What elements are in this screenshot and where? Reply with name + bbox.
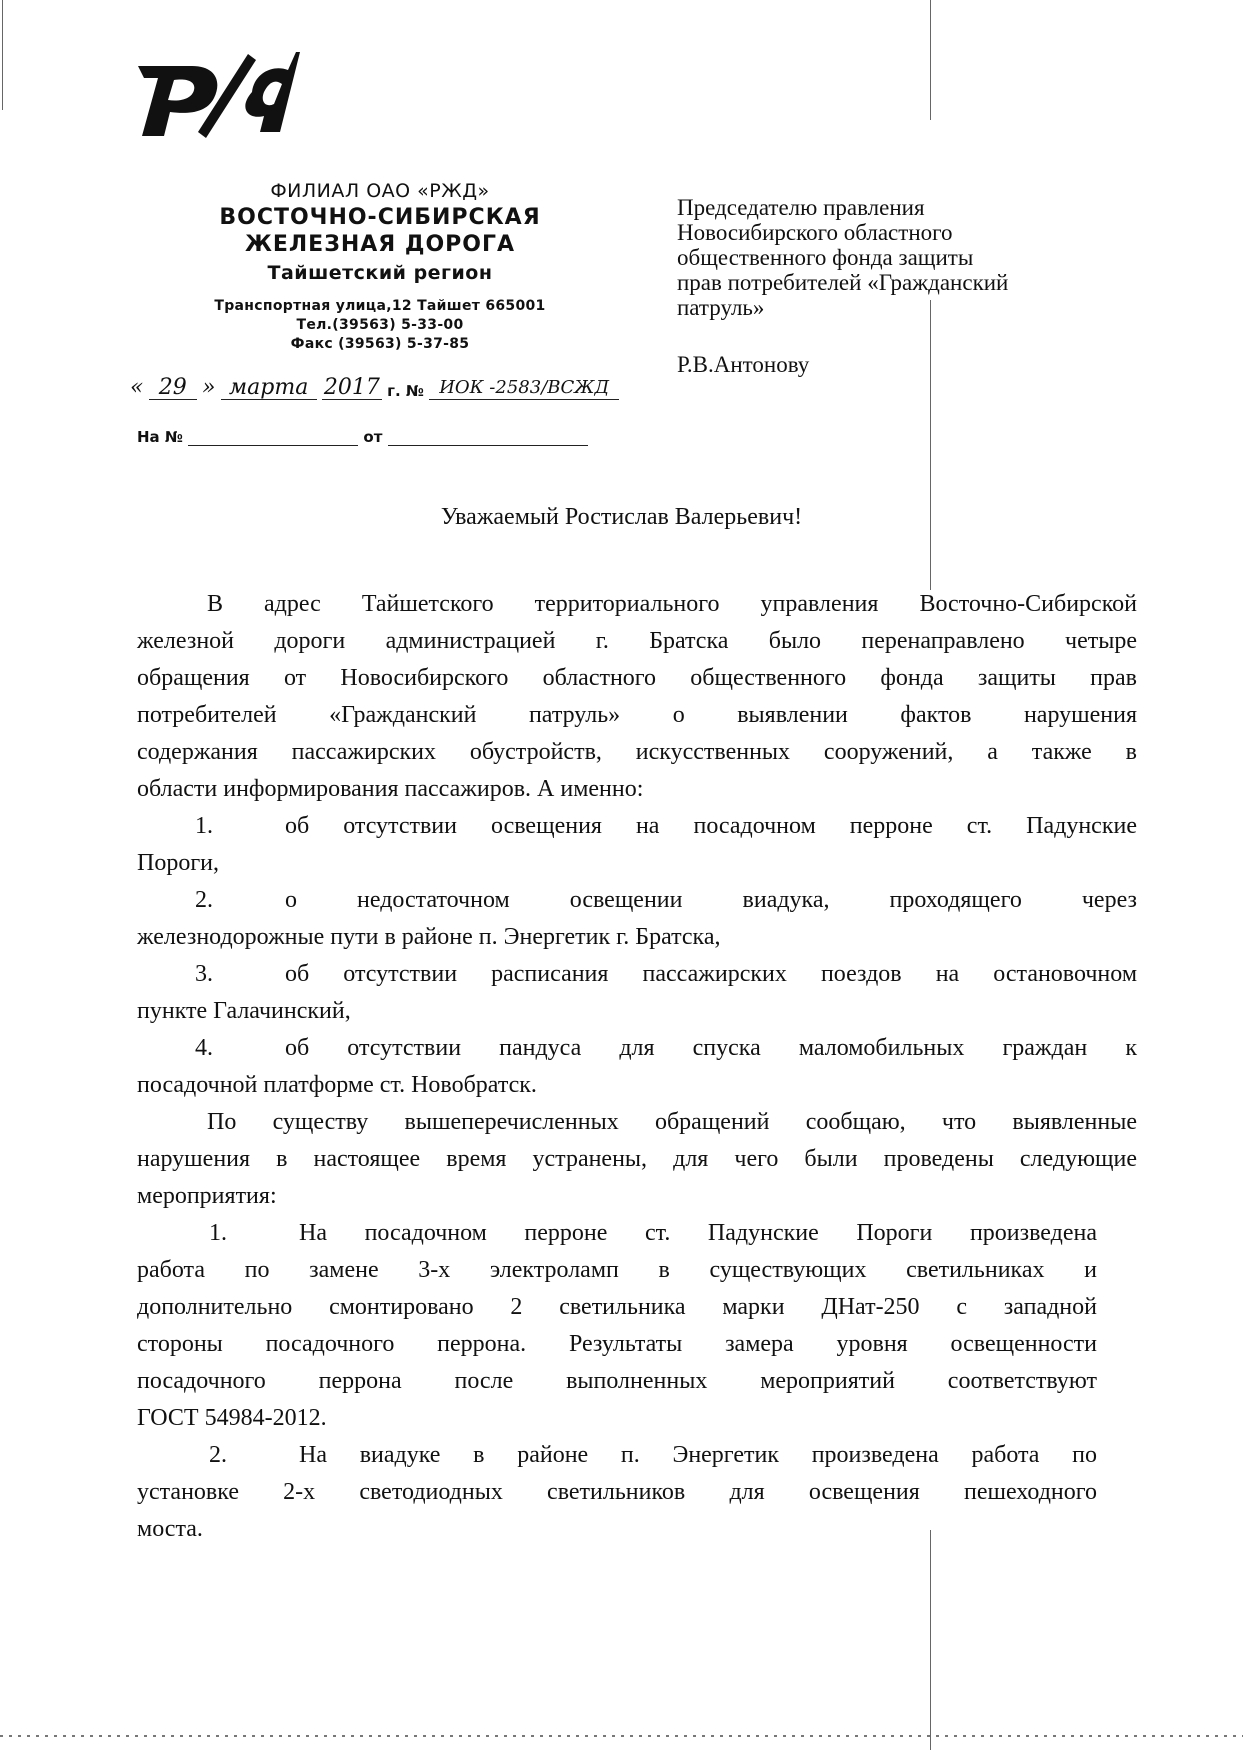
intro-paragraph <box>137 586 1137 808</box>
number-label: № <box>405 382 424 400</box>
date-day: 29 <box>149 377 197 400</box>
date-year-suffix: г. <box>387 382 401 400</box>
list-item-text: Пороги, <box>137 850 220 876</box>
list-item <box>137 1437 1097 1548</box>
registration-number: ИОК -2583/ВСЖД <box>429 377 619 400</box>
date-open-quote: « <box>130 375 144 400</box>
paragraph-line: железной дороги администрацией г. Братска было перенаправлено четыре <box>137 628 1137 654</box>
letterhead-region: Тайшетский регион <box>267 262 493 284</box>
list-item-number: 1. <box>209 1220 227 1246</box>
paragraph-line: области информирования пассажиров. А именно: <box>137 776 644 802</box>
list-item-text: об отсутствии освещения на посадочном перроне ст. Падунские <box>285 813 1137 839</box>
salutation: Уважаемый Ростислав Валерьевич! <box>440 504 803 530</box>
addressee-line: Новосибирского областного <box>677 220 953 245</box>
reference-label: На № <box>137 428 183 446</box>
list-item <box>137 882 1137 956</box>
addressee-name: Р.В.Антонову <box>677 352 810 377</box>
list-item-text: об отсутствии пандуса для спуска маломобильных граждан к <box>285 1035 1137 1061</box>
scan-edge-line <box>930 1530 931 1750</box>
paragraph-line: обращения от Новосибирского областного общественного фонда защиты прав <box>137 665 1137 691</box>
addressee-block <box>677 195 1097 320</box>
list-item-text: пункте Галачинский, <box>137 998 351 1024</box>
scan-edge-line <box>930 300 931 590</box>
paragraph-line: В адрес Тайшетского территориального управления Восточно-Сибирской <box>207 591 1137 617</box>
paragraph-line: мероприятия: <box>137 1183 277 1209</box>
list-item-number: 2. <box>209 1442 227 1468</box>
list-item-text: установке 2-х светодиодных светильников для освещения пешеходного <box>137 1479 1097 1505</box>
list-item-text: об отсутствии расписания пассажирских поездов на остановочном <box>285 961 1137 987</box>
complaints-list <box>137 808 1137 1104</box>
date-close-quote: » <box>201 375 216 400</box>
list-item <box>137 1030 1137 1104</box>
letterhead-road-line1: ВОСТОЧНО-СИБИРСКАЯ <box>219 205 541 230</box>
letterhead-branch: ФИЛИАЛ ОАО «РЖД» <box>270 180 490 202</box>
rzd-logo <box>130 48 300 138</box>
measures-list <box>137 1215 1097 1548</box>
list-item-text: На виадуке в районе п. Энергетик произведена работа по <box>299 1442 1097 1468</box>
reference-number-blank <box>188 431 358 446</box>
reference-date-blank <box>388 431 588 446</box>
list-item-text: моста. <box>137 1516 203 1542</box>
list-item-number: 1. <box>195 813 213 839</box>
letterhead-phone: Тел.(39563) 5-33-00 <box>296 317 464 333</box>
reference-row <box>137 428 588 446</box>
paragraph-line: По существу вышеперечисленных обращений сообщаю, что выявленные <box>207 1109 1137 1135</box>
list-item-number: 4. <box>195 1035 213 1061</box>
list-item-text: железнодорожные пути в районе п. Энергетик г. Братска, <box>137 924 721 950</box>
paragraph-line: потребителей «Гражданский патруль» о выявлении фактов нарушения <box>137 702 1137 728</box>
date-month: марта <box>221 377 317 400</box>
response-paragraph <box>137 1104 1137 1215</box>
reference-from-label: от <box>363 428 383 446</box>
list-item-text: о недостаточном освещении виадука, проходящего через <box>285 887 1137 913</box>
list-item-text: стороны посадочного перрона. Результаты замера уровня освещенности <box>137 1331 1097 1357</box>
addressee-line: прав потребителей «Гражданский <box>677 270 1009 295</box>
addressee-line: общественного фонда защиты <box>677 245 974 270</box>
letterhead-fax: Факс (39563) 5-37-85 <box>290 336 470 352</box>
paragraph-line: нарушения в настоящее время устранены, для чего были проведены следующие <box>137 1146 1137 1172</box>
letterhead-address: Транспортная улица,12 Тайшет 665001 <box>214 298 546 314</box>
scan-edge-line <box>2 0 3 110</box>
paragraph-line: содержания пассажирских обустройств, искусственных сооружений, а также в <box>137 739 1137 765</box>
list-item-text: ГОСТ 54984-2012. <box>137 1405 327 1431</box>
addressee-line: патруль» <box>677 295 765 320</box>
list-item <box>137 808 1137 882</box>
list-item-number: 2. <box>195 887 213 913</box>
scan-edge-line <box>930 0 931 120</box>
list-item-text: посадочной платформе ст. Новобратск. <box>137 1072 537 1098</box>
list-item-text: дополнительно смонтировано 2 светильника марки ДНат-250 с западной <box>137 1294 1097 1320</box>
registration-row <box>130 375 670 409</box>
list-item-text: работа по замене 3-х электроламп в существующих светильниках и <box>137 1257 1097 1283</box>
list-item-text: посадочного перрона после выполненных мероприятий соответствуют <box>137 1368 1097 1394</box>
letterhead-road-line2: ЖЕЛЕЗНАЯ ДОРОГА <box>244 232 516 257</box>
date-year: 2017 <box>323 375 380 400</box>
scan-bottom-edge <box>0 1735 1243 1737</box>
list-item <box>137 1215 1097 1437</box>
list-item-text: На посадочном перроне ст. Падунские Пороги произведена <box>299 1220 1097 1246</box>
list-item-number: 3. <box>195 961 213 987</box>
addressee-line: Председателю правления <box>677 195 925 220</box>
list-item <box>137 956 1137 1030</box>
